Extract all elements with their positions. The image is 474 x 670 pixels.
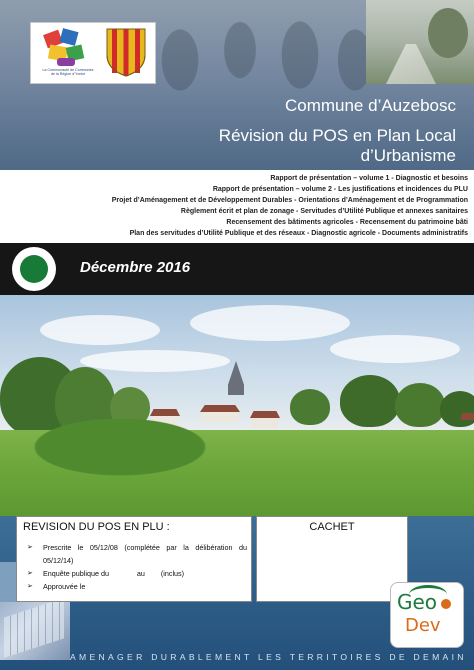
geodev-dev-text: Dev (405, 615, 441, 636)
geodev-logo (390, 582, 464, 648)
community-logo-mark-icon (43, 30, 89, 68)
pos-revision-box (16, 516, 252, 602)
geodev-dot-icon (441, 599, 451, 609)
date-label: Décembre 2016 (80, 259, 191, 276)
list-item: ➢ Enquête publique du au (inclus) (27, 569, 185, 578)
list-item: ➢ Approuvée le (27, 582, 86, 591)
cachet-box (256, 516, 408, 602)
date-band (0, 243, 474, 295)
pos-box-title: REVISION DU POS EN PLU : (23, 521, 170, 533)
documents-list (0, 171, 474, 243)
arrow-bullet-icon: ➢ (27, 544, 33, 551)
pos-steps-list (25, 541, 247, 593)
community-logo-text: La Communauté de Communes de la Région d’Yvetot (42, 68, 94, 76)
title-block (156, 96, 456, 166)
header-band (0, 0, 474, 170)
document-item: Règlement écrit et plan de zonage - Servitudes d’Utilité Publique et annexes sanitaires (180, 208, 468, 215)
arrow-bullet-icon: ➢ (27, 570, 33, 577)
arrow-bullet-icon: ➢ (27, 583, 33, 590)
keyboard-image (0, 602, 70, 660)
list-item: ➢ Prescrite le 05/12/08 (complétée par la délibération du 05/12/14) (27, 543, 247, 565)
logos-box (30, 22, 156, 84)
community-logo (35, 26, 99, 80)
document-item: Plan des servitudes d’Utilité Publique et des réseaux - Diagnostic agricole - Documents administratifs (129, 230, 468, 237)
hedge (0, 407, 240, 487)
document-item: Rapport de présentation – volume 1 - Diagnostic et besoins (270, 175, 468, 182)
coat-of-arms-icon (105, 27, 147, 77)
church-steeple (228, 361, 244, 395)
revision-title: Révision du POS en Plan Local d’Urbanisme (218, 126, 456, 165)
cachet-title: CACHET (309, 521, 355, 533)
geodev-geo-text: Geo (397, 590, 438, 614)
document-item: Recensement des bâtiments agricoles - Recensement du patrimoine bâti (226, 219, 468, 226)
commune-title: Commune d’Auzebosc (284, 96, 456, 115)
green-circle-icon (20, 255, 48, 283)
header-photo (366, 0, 474, 84)
date-circle-ring (12, 247, 56, 291)
document-item: Rapport de présentation – volume 2 - Les justifications et incidences du PLU (212, 186, 468, 193)
village-landscape-photo (0, 295, 474, 512)
slogan: AMENAGER DURABLEMENT LES TERRITOIRES DE DEMAIN (70, 652, 467, 662)
document-item: Projet d’Aménagement et de Développement Durables - Orientations d’Aménagement et de Programmation (111, 197, 468, 204)
